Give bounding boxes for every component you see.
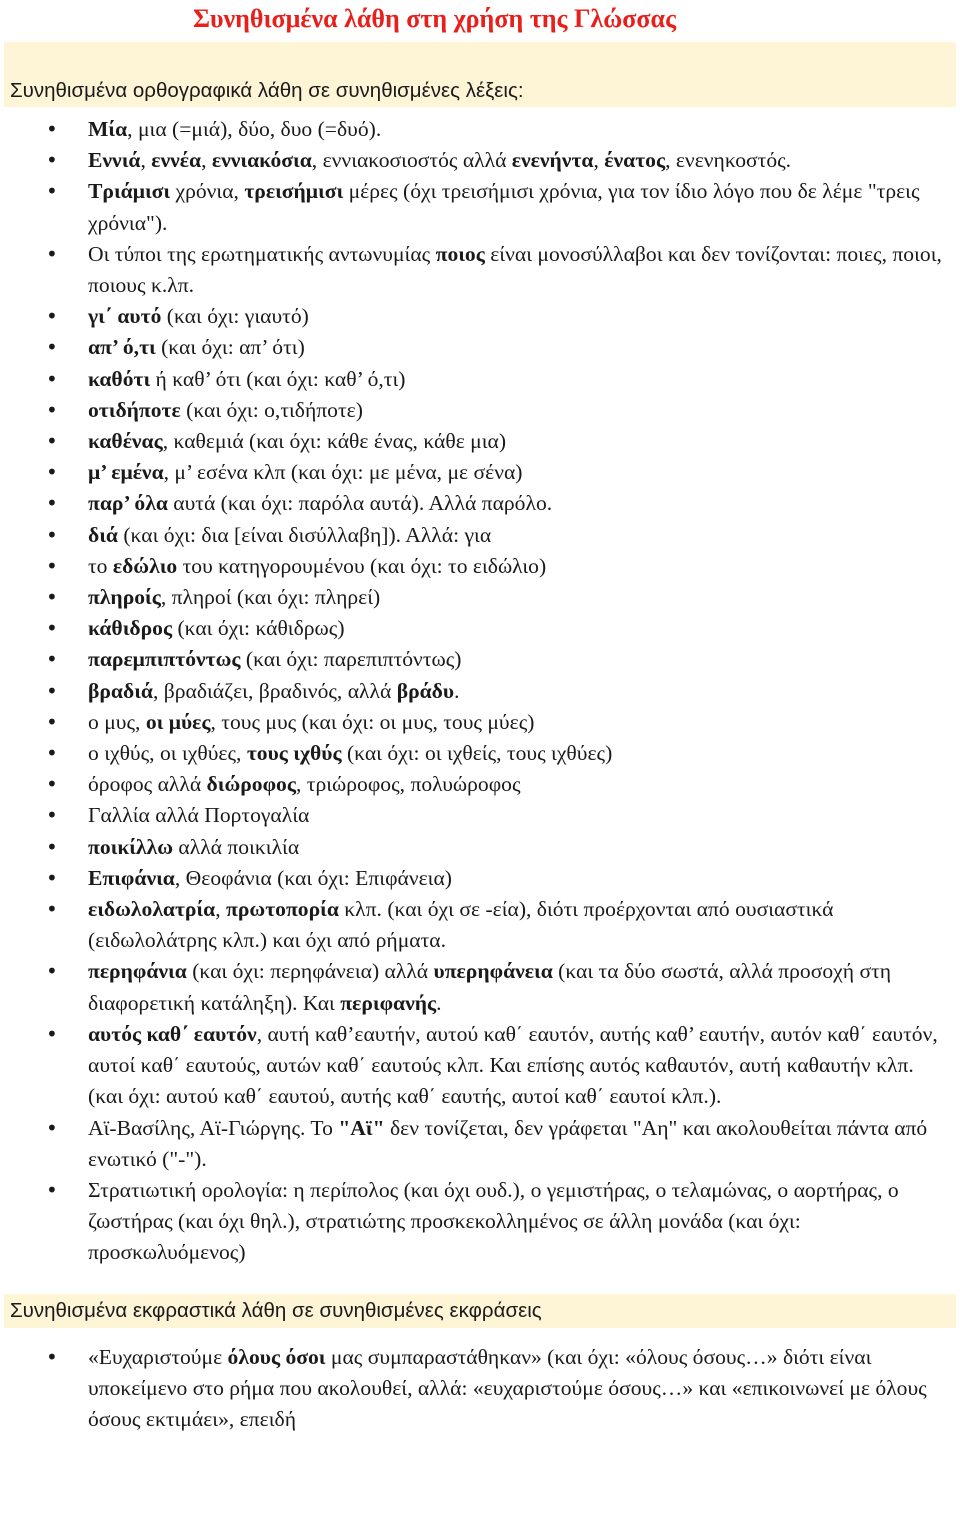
bold-term: όλους όσοι: [227, 1344, 326, 1369]
section-heading-expressions: Συνηθισμένα εκφραστικά λάθη σε συνηθισμένες εκφράσεις: [4, 1294, 956, 1328]
text-run: , Θεοφάνια (και όχι: Επιφάνεια): [174, 865, 452, 890]
bold-term: "Αϊ": [338, 1115, 385, 1140]
bold-term: ποικίλλω: [88, 834, 174, 859]
list-item: [0, 114, 960, 145]
text-run: , πληροί (και όχι: πληρεί): [160, 585, 381, 610]
list-item: [0, 956, 960, 1018]
bold-term: βράδυ: [396, 678, 455, 703]
bold-term: εδώλιο: [112, 553, 178, 578]
text-run: , καθεμιά (και όχι: κάθε ένας, κάθε μια): [162, 429, 507, 454]
text-run: μέρες (όχι τρεισήμισι χρόνια, για τον ίδιο λόγο που δε λέμε "τρεις χρόνια").: [88, 179, 920, 235]
list-item: [0, 738, 960, 769]
text-run: ο ιχθύς, οι ιχθύες,: [88, 741, 247, 766]
text-run: ,: [215, 897, 227, 922]
bold-term: πληροίς: [88, 585, 161, 610]
list-item: [0, 1342, 960, 1436]
list-item: [0, 551, 960, 582]
section-heading-spelling: Συνηθισμένα ορθογραφικά λάθη σε συνηθισμένες λέξεις:: [4, 42, 956, 107]
text-run: ,: [140, 148, 152, 173]
text-run: (και όχι: παρεπιπτόντως): [240, 647, 462, 672]
text-run: αυτά (και όχι: παρόλα αυτά). Αλλά παρόλο.: [167, 491, 553, 516]
text-run: (και τα δύο σωστά, αλλά προσοχή στη διαφορετική κατάληξη). Και: [88, 959, 892, 1015]
text-run: (και όχι: περηφάνεια) αλλά: [186, 959, 434, 984]
spelling-errors-list: [0, 107, 960, 1269]
bold-term: Μία: [88, 117, 128, 141]
bold-term: ένατος: [604, 148, 666, 173]
bold-term: καθένας: [88, 429, 163, 454]
text-run: όροφος αλλά: [88, 772, 207, 797]
text-run: ,: [593, 148, 605, 173]
list-item: [0, 1113, 960, 1175]
text-run: Γαλλία αλλά Πορτογαλία: [88, 803, 310, 828]
bold-term: τους ιχθύς: [246, 741, 342, 766]
text-run: , τριώροφος, πολυώροφος: [295, 772, 521, 797]
text-run: (και όχι: κάθιδρως): [172, 616, 345, 641]
list-item: [0, 176, 960, 238]
list-item: [0, 520, 960, 551]
bold-term: Εννιά: [88, 148, 141, 173]
list-item: [0, 301, 960, 332]
text-run: (και όχι: ο,τιδήποτε): [180, 397, 363, 422]
text-run: δεν τονίζεται, δεν γράφεται "Αη" και ακολουθείται πάντα από ενωτικό ("-").: [88, 1115, 928, 1171]
list-item: [0, 644, 960, 675]
text-run: (και όχι: γιαυτό): [161, 304, 309, 329]
list-item: [0, 800, 960, 831]
text-run: , μια (=μιά), δύο, δυο (=δυό).: [127, 117, 382, 141]
text-run: Στρατιωτική ορολογία: η περίπολος (και όχι ουδ.), ο γεμιστήρας, ο τελαμώνας, ο αορτήρας, ο ζωστήρας (και όχι θηλ.), στρατιώτης προσκεκολλημένος σε άλλη μονάδα (και όχι: προσκωλυόμενος): [88, 1177, 899, 1265]
list-item: [0, 426, 960, 457]
list-item: [0, 145, 960, 176]
text-run: .: [454, 678, 460, 703]
list-item: [0, 676, 960, 707]
bold-term: βραδιά: [88, 678, 153, 703]
text-run: είναι μονοσύλλαβοι και δεν τονίζονται: ποιες, ποιοι, ποιους κ.λπ.: [88, 241, 942, 298]
bold-term: ενενήντα: [511, 148, 594, 173]
bold-term: περιφανής: [340, 990, 437, 1015]
bold-term: διώροφος: [206, 772, 296, 797]
text-run: ή καθ’ ότι (και όχι: καθ’ ό,τι): [150, 366, 406, 391]
list-item: [0, 332, 960, 363]
list-item: [0, 1019, 960, 1113]
text-run: χρόνια,: [170, 179, 245, 204]
bold-term: Τριάμισι: [88, 179, 171, 204]
list-item: [0, 832, 960, 863]
list-item: [0, 364, 960, 395]
expression-errors-list: [0, 1328, 960, 1436]
list-item: [0, 707, 960, 738]
bold-term: ποιος: [435, 241, 485, 266]
text-run: , τους μυς (και όχι: οι μυς, τους μύες): [210, 709, 535, 734]
text-run: (και όχι: δια [είναι δισύλλαβη]). Αλλά: για: [117, 522, 492, 547]
text-run: , αυτή καθ’εαυτήν, αυτού καθ΄ εαυτόν, αυτής καθ’ εαυτήν, αυτόν καθ΄ εαυτόν, αυτοί καθ΄ εαυτούς, αυτών καθ΄ εαυτούς κλπ. Και επίσης αυτός καθαυτόν, αυτή καθαυτήν κλπ.(και όχι: αυτού καθ΄ εαυτού, αυτής καθ΄ εαυτής, αυτοί καθ΄ εαυτοί κλπ.).: [88, 1021, 938, 1109]
bold-term: κάθιδρος: [88, 616, 173, 641]
list-item: [0, 769, 960, 800]
text-run: του κατηγορουμένου (και όχι: το ειδώλιο): [177, 553, 547, 578]
bold-term: Επιφάνια: [88, 865, 175, 890]
list-item: [0, 457, 960, 488]
text-run: , εννιακοσιοστός αλλά: [311, 148, 512, 173]
bold-term: οι μύες: [145, 709, 211, 734]
text-run: ο μυς,: [88, 709, 146, 734]
bold-term: πρωτοπορία: [226, 897, 339, 922]
bold-term: ειδωλολατρία: [88, 897, 216, 922]
bold-term: οτιδήποτε: [88, 397, 181, 422]
bold-term: παρεμπιπτόντως: [88, 647, 241, 672]
text-run: Αϊ-Βασίλης, Αϊ-Γιώργης. Το: [88, 1115, 339, 1140]
bold-term: διά: [88, 522, 118, 547]
bold-term: υπερηφάνεια: [433, 959, 553, 984]
text-run: Οι τύποι της ερωτηματικής αντωνυμίας: [88, 241, 436, 266]
bold-term: απ’ ό,τι: [88, 335, 156, 360]
list-item: [0, 894, 960, 956]
page-title: Συνηθισμένα λάθη στη χρήση της Γλώσσας: [193, 4, 677, 33]
text-run: ,: [201, 148, 212, 173]
text-run: , μ’ εσένα κλπ (και όχι: με μένα, με σένα): [163, 460, 523, 485]
text-run: το: [88, 553, 113, 578]
text-run: μας συμπαραστάθηκαν» (και όχι: «όλους όσους…» διότι είναι υποκείμενο στο ρήμα που ακολουθεί, αλλά: «ευχαριστούμε όσους…» και «επικοινωνεί με όλους όσους εκτιμάει», επειδή: [88, 1344, 927, 1431]
text-run: , ενενηκοστός.: [665, 148, 792, 173]
bold-term: εννιακόσια: [211, 148, 312, 173]
bold-term: περηφάνια: [88, 959, 187, 984]
bold-term: γι΄ αυτό: [88, 304, 162, 329]
list-item: [0, 488, 960, 519]
list-item: [0, 395, 960, 426]
text-run: (και όχι: οι ιχθείς, τους ιχθύες): [341, 741, 613, 766]
text-run: , βραδιάζει, βραδινός, αλλά: [152, 678, 397, 703]
bold-term: μ’ εμένα: [88, 460, 164, 485]
text-run: «Ευχαριστούμε: [88, 1344, 228, 1369]
text-run: .: [436, 990, 442, 1015]
list-item: [0, 239, 960, 301]
bold-term: αυτός καθ΄ εαυτόν: [88, 1021, 257, 1046]
bold-term: εννέα: [151, 148, 202, 173]
text-run: κλπ. (και όχι σε -εία), διότι προέρχονται από ουσιαστικά (ειδωλολάτρης κλπ.) και όχι από ρήματα.: [88, 897, 834, 953]
text-run: (και όχι: απ’ ότι): [155, 335, 305, 360]
list-item: [0, 1175, 960, 1269]
bold-term: καθότι: [88, 366, 151, 391]
list-item: [0, 613, 960, 644]
list-item: [0, 863, 960, 894]
list-item: [0, 582, 960, 613]
bold-term: παρ’ όλα: [88, 491, 168, 516]
text-run: αλλά ποικιλία: [173, 834, 300, 859]
bold-term: τρεισήμισι: [244, 179, 344, 204]
